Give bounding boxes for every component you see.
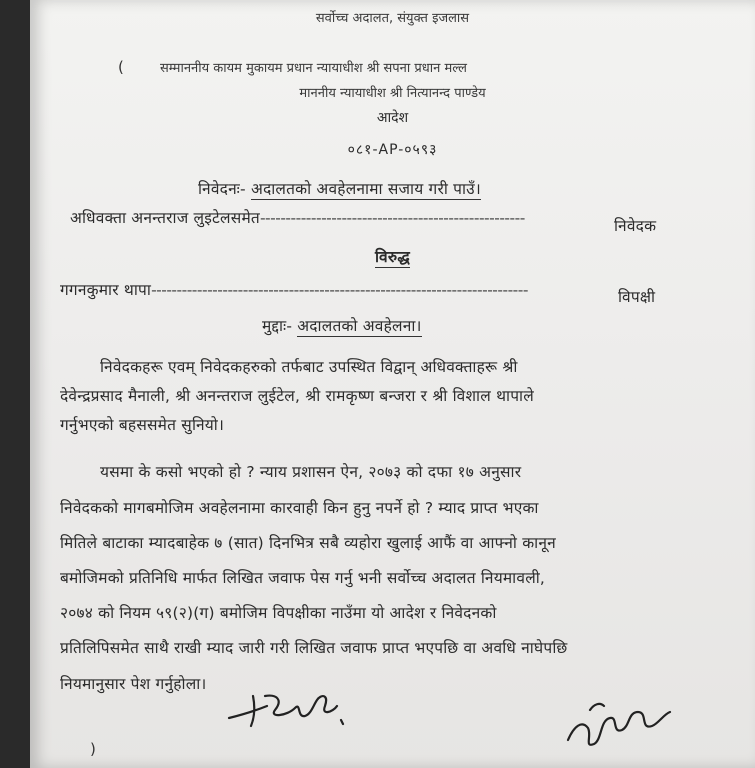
matter-subject: अदालतको अवहेलना। xyxy=(297,317,422,335)
paragraph1-line1: निवेदकहरू एवम् निवेदकहरुको तर्फबाट उपस्थित विद्वान् अधिवक्ताहरू श्री xyxy=(100,358,518,376)
paragraph2-line1: यसमा के कसो भएको हो ? न्याय प्रशासन ऐन, २०७३ को दफा १७ अनुसार xyxy=(100,463,522,481)
signature-right xyxy=(560,690,680,760)
paragraph2-line5: २०७४ को नियम ५९(२)(ग) बमोजिम विपक्षीका नाउँमा यो आदेश र निवेदनको xyxy=(60,604,497,622)
paragraph2-line7: नियमानुसार पेश गर्नुहोला। xyxy=(60,675,207,693)
paragraph1-line3: गर्नुभएको बहससमेत सुनियो। xyxy=(60,416,225,434)
petition-label: निवेदनः- xyxy=(198,180,246,198)
case-number: ०८१-AP-०५९३ xyxy=(347,142,438,158)
petition-subject: अदालतको अवहेलनामा सजाय गरी पाउँ। xyxy=(250,180,481,198)
petitioner-dashes: ---------------------------------------------------- xyxy=(259,209,525,227)
petitioner-line xyxy=(70,206,525,228)
paragraph1-line2: देवेन्द्रप्रसाद मैनाली, श्री अनन्तराज लुईटेल, श्री रामकृष्ण बन्जरा र श्री विशाल थापाले xyxy=(60,387,534,405)
petitioner-name: अधिवक्ता अनन्तराज लुइटेलसमेत xyxy=(70,209,260,227)
signature-left xyxy=(225,666,365,736)
bench-judge-1: सम्माननीय कायम मुकायम प्रधान न्यायाधीश श्री सपना प्रधान मल्ल xyxy=(160,61,467,76)
petition-line xyxy=(198,177,481,199)
bench-judge-2: माननीय न्यायाधीश श्री नित्यानन्द पाण्डेय xyxy=(299,86,486,101)
versus-heading xyxy=(30,245,755,267)
respondent-role: विपक्षी xyxy=(618,288,656,306)
respondent-name: गगनकुमार थापा xyxy=(60,281,152,299)
versus-text: विरुद्ध xyxy=(375,248,410,266)
document-page xyxy=(30,0,755,768)
order-title: आदेश xyxy=(376,110,409,126)
paragraph2-line4: बमोजिमको प्रतिनिधि मार्फत लिखित जवाफ पेस गर्नु भनी सर्वोच्च अदालत नियमावली, xyxy=(60,569,546,587)
paragraph2-line2: निवेदकको मागबमोजिम अवहेलनामा कारवाही किन हुनु नपर्ने हो ? म्याद प्राप्त भएका xyxy=(60,499,539,517)
matter-line xyxy=(262,314,422,336)
respondent-dashes: -------------------------------------------------------------------------- xyxy=(151,281,528,299)
margin-mark-bottom: ) xyxy=(90,740,96,758)
paragraph2-line3: मितिले बाटाका म्यादबाहेक ७ (सात) दिनभित्र सबै व्यहोरा खुलाई आफैं वा आफ्नो कानून xyxy=(60,534,556,552)
court-header: सर्वोच्च अदालत, संयुक्त इजलास xyxy=(315,11,470,26)
matter-label: मुद्दाः- xyxy=(262,317,293,335)
petitioner-role: निवेदक xyxy=(614,217,657,235)
margin-mark-top: ( xyxy=(118,58,124,76)
respondent-line xyxy=(60,278,528,300)
paragraph2-line6: प्रतिलिपिसमेत साथै राखी म्याद जारी गरी लिखित जवाफ प्राप्त भएपछि वा अवधि नाघेपछि xyxy=(60,639,568,657)
